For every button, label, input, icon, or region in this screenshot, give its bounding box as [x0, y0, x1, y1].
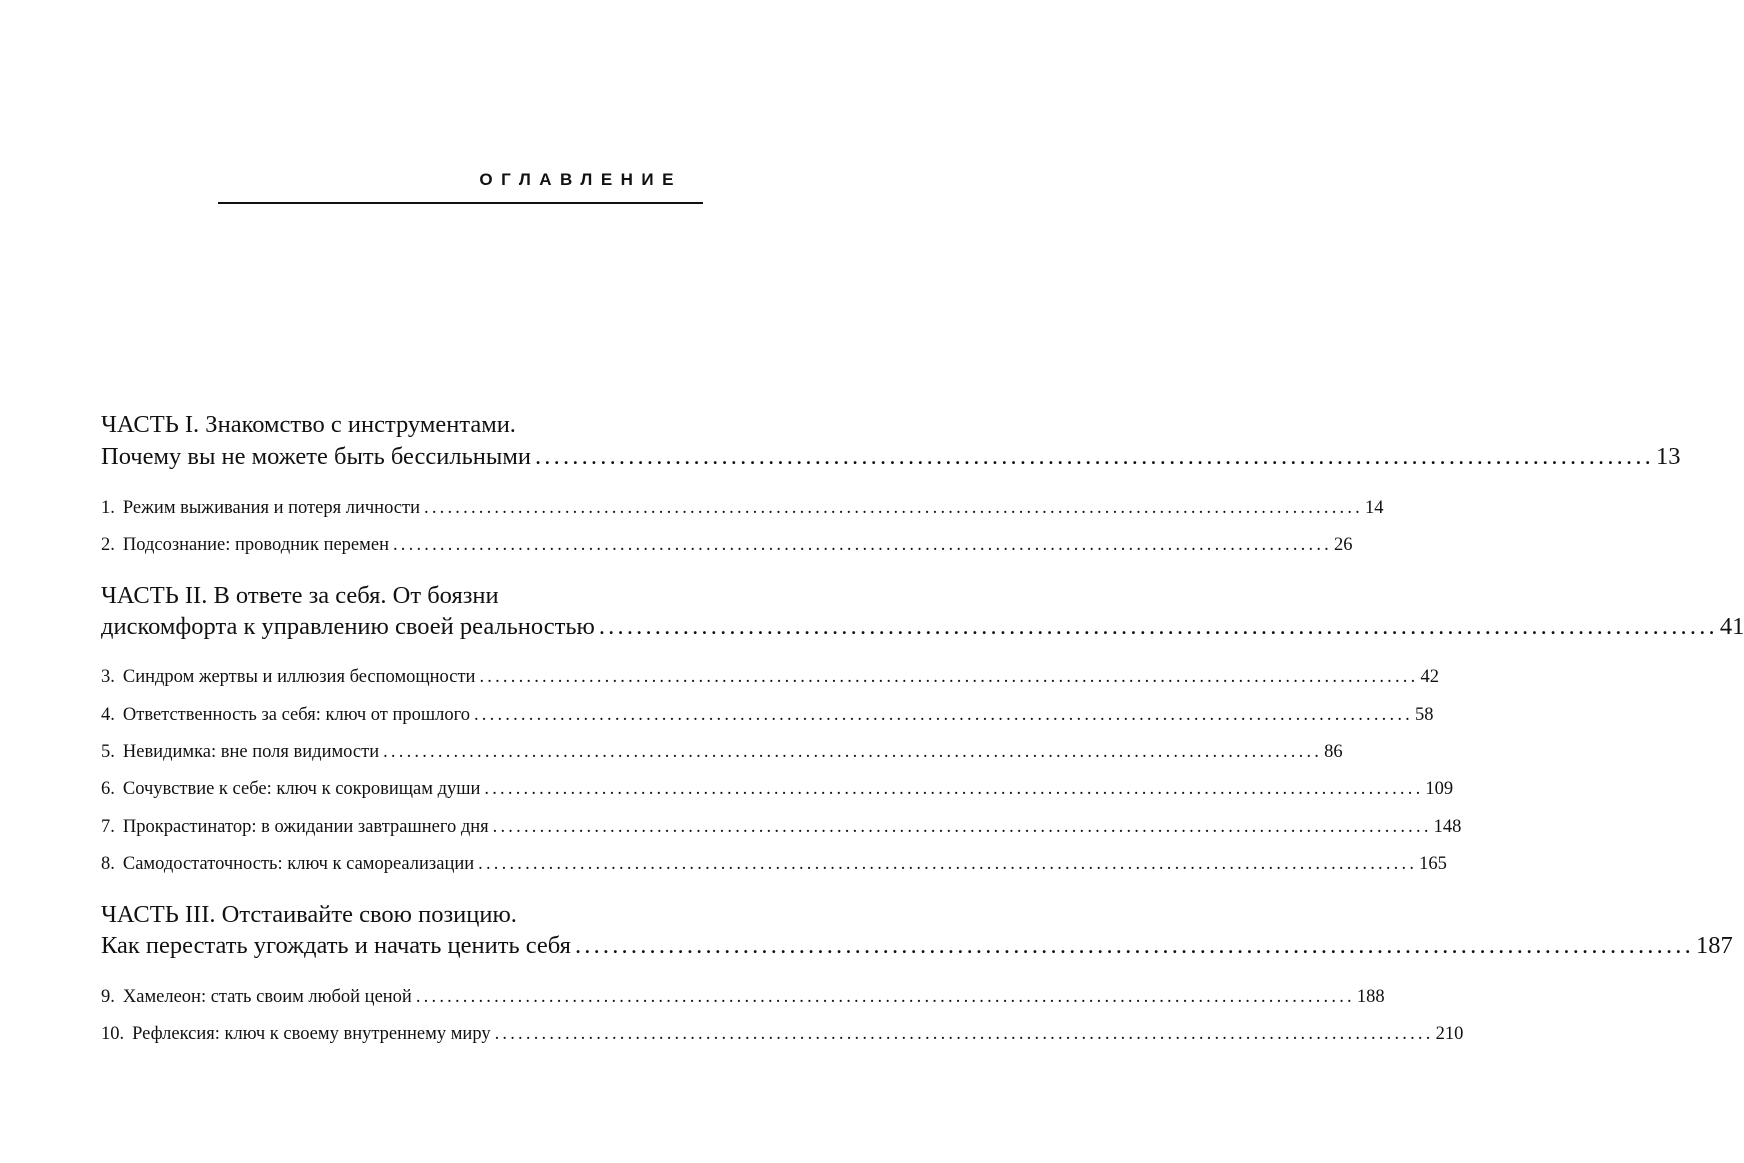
dot-leader: ........................................................................................................................	[479, 667, 1419, 687]
toc-entry-8[interactable]	[101, 852, 1447, 876]
chapter-page: 86	[1324, 742, 1343, 762]
chapter-page: 188	[1356, 987, 1385, 1007]
chapter-title: Самодостаточность: ключ к самореализации	[122, 854, 475, 874]
part-2-title-line2: дискомфорта к управлению своей реальностью	[101, 613, 595, 640]
chapter-title: Невидимка: вне поля видимости	[122, 742, 380, 762]
title-divider	[218, 202, 703, 204]
chapter-number: 5.	[101, 742, 115, 762]
toc-entry-3[interactable]	[101, 665, 1439, 689]
chapter-page: 165	[1419, 854, 1447, 874]
chapter-number: 3.	[101, 667, 115, 687]
dot-leader: ........................................................................................................................	[392, 535, 1332, 555]
chapter-number: 8.	[101, 854, 115, 874]
dot-leader: ........................................................................................................................	[478, 854, 1418, 874]
chapter-page: 148	[1433, 817, 1462, 837]
chapter-number: 4.	[101, 705, 115, 725]
toc-entry-5[interactable]	[101, 740, 1343, 764]
chapter-page: 58	[1414, 705, 1434, 725]
chapter-title: Режим выживания и потеря личности	[122, 498, 420, 518]
chapter-page: 14	[1365, 498, 1384, 518]
dot-leader: ........................................................................................................................	[424, 498, 1363, 518]
dot-leader: ........................................................................................................................	[473, 705, 1413, 725]
chapter-page: 210	[1435, 1024, 1464, 1044]
part-3-title-line1: ЧАСТЬ III. Отстаивайте свою позицию.	[101, 901, 517, 928]
chapter-number: 2.	[101, 535, 115, 555]
toc-entry-6[interactable]	[101, 777, 1454, 801]
chapter-number: 1.	[101, 498, 115, 518]
toc-entry-9[interactable]	[101, 985, 1385, 1009]
chapter-number: 10.	[101, 1024, 125, 1044]
chapter-page: 42	[1420, 667, 1439, 687]
chapter-title: Хамелеон: стать своим любой ценой	[122, 987, 412, 1007]
toc-entry-2[interactable]	[101, 533, 1353, 557]
chapter-title: Сочувствие к себе: ключ к сокровищам души	[122, 779, 481, 799]
chapter-title: Рефлексия: ключ к своему внутреннему миру	[132, 1024, 491, 1044]
toc-entry-4[interactable]	[101, 703, 1434, 727]
page-title: ОГЛАВЛЕНИЕ	[479, 170, 682, 189]
dot-leader: ........................................................................................................................	[383, 742, 1323, 762]
part-3-page: 187	[1695, 932, 1733, 959]
dot-leader: ........................................................................................................................	[598, 613, 1718, 640]
dot-leader: ........................................................................................................................	[494, 1024, 1434, 1044]
part-3-title-line2: Как перестать угождать и начать ценить себя	[101, 932, 571, 959]
chapter-page: 26	[1333, 535, 1353, 555]
dot-leader: ........................................................................................................................	[492, 817, 1432, 837]
part-1-title-line1: ЧАСТЬ I. Знакомство с инструментами.	[101, 411, 516, 438]
dot-leader: ........................................................................................................................	[574, 932, 1694, 959]
dot-leader: ........................................................................................................................	[415, 987, 1355, 1007]
chapter-number: 6.	[101, 779, 115, 799]
chapter-number: 9.	[101, 987, 115, 1007]
chapter-title: Прокрастинатор: в ожидании завтрашнего дня	[122, 817, 489, 837]
chapter-title: Синдром жертвы и иллюзия беспомощности	[122, 667, 476, 687]
part-3-entry[interactable]	[101, 931, 1733, 961]
part-1-title-line2: Почему вы не можете быть бессильными	[101, 443, 531, 470]
part-2-entry[interactable]	[101, 612, 1744, 642]
chapter-title: Подсознание: проводник перемен	[122, 535, 389, 555]
part-2-page: 41	[1719, 613, 1744, 640]
part-1-page: 13	[1655, 443, 1681, 470]
chapter-number: 7.	[101, 817, 115, 837]
toc-entry-1[interactable]	[101, 496, 1384, 520]
dot-leader: ........................................................................................................................	[534, 443, 1654, 470]
part-2-title-line1: ЧАСТЬ II. В ответе за себя. От боязни	[101, 582, 499, 609]
toc-entry-10[interactable]	[101, 1022, 1464, 1046]
dot-leader: ........................................................................................................................	[484, 779, 1424, 799]
toc-entry-7[interactable]	[101, 815, 1462, 839]
chapter-title: Ответственность за себя: ключ от прошлого	[122, 705, 470, 725]
part-1-entry[interactable]	[101, 442, 1681, 472]
chapter-page: 109	[1425, 779, 1454, 799]
